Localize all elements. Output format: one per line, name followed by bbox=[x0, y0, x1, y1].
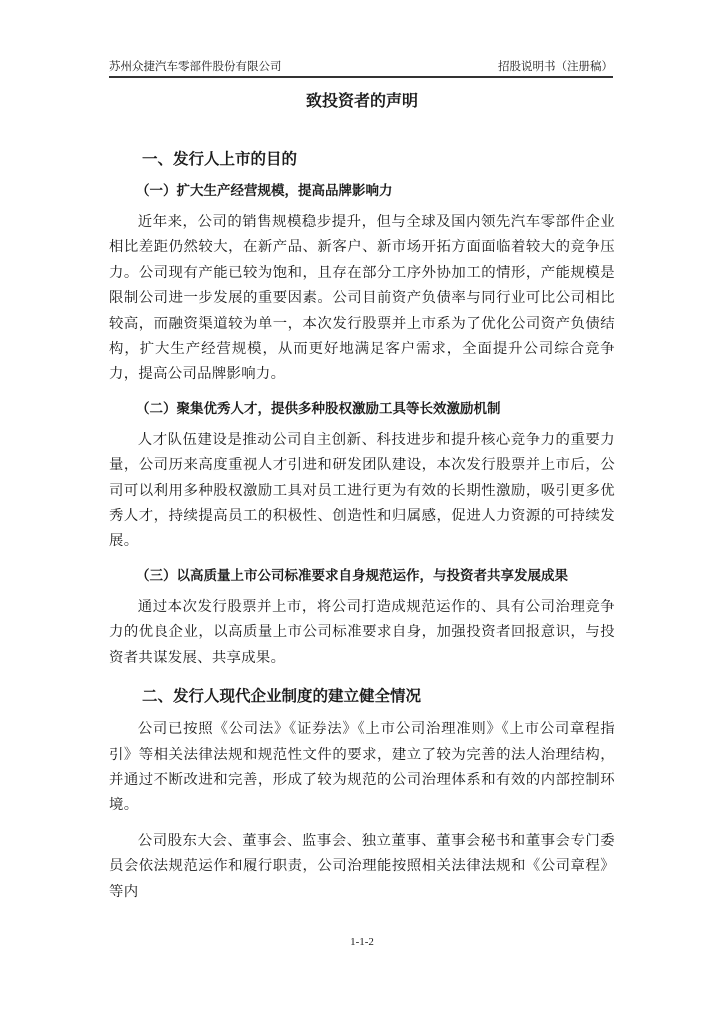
document-type: 招股说明书（注册稿） bbox=[498, 59, 613, 73]
subsection-heading-2: （二）聚集优秀人才，提供多种股权激励工具等长效激励机制 bbox=[136, 400, 501, 417]
section-heading-governance: 二、发行人现代企业制度的建立健全情况 bbox=[142, 687, 422, 706]
paragraph-sub3: 通过本次发行股票并上市，将公司打造成规范运作的、具有公司治理竞争力的优良企业，以高质量上市公司标准要求自身，加强投资者回报意识，与投资者共谋发展、共享成果。 bbox=[109, 598, 615, 666]
page-header bbox=[109, 58, 613, 78]
page-title: 致投资者的声明 bbox=[305, 91, 418, 110]
paragraph-governance-1: 公司已按照《公司法》《证券法》《上市公司治理准则》《上市公司章程指引》等相关法律法规和规范性文件的要求，建立了较为完善的法人治理结构，并通过不断改进和完善，形成了较为规范的公司治理体系和有效的内部控制环境。 bbox=[109, 721, 615, 814]
paragraph-sub2: 人才队伍建设是推动公司自主创新、科技进步和提升核心竞争力的重要力量，公司历来高度重视人才引进和研发团队建设，本次发行股票并上市后，公司可以利用多种股权激励工具对员工进行更为有效的长期性激励，吸引更多优秀人才，持续提高员工的积极性、创造性和归属感，促进人力资源的可持续发展。 bbox=[109, 431, 615, 550]
subsection-heading-1: （一）扩大生产经营规模，提高品牌影响力 bbox=[136, 183, 393, 199]
document-body bbox=[109, 90, 615, 905]
subsection-heading-3: （三）以高质量上市公司标准要求自身规范运作，与投资者共享发展成果 bbox=[136, 567, 568, 584]
company-name: 苏州众捷汽车零部件股份有限公司 bbox=[109, 59, 282, 73]
page-number: 1-1-2 bbox=[350, 936, 374, 948]
paragraph-sub1: 近年来，公司的销售规模稳步提升，但与全球及国内领先汽车零部件企业相比差距仍然较大，在新产品、新客户、新市场开拓方面面临着较大的竞争压力。公司现有产能已较为饱和，且存在部分工序外协加工的情形，产能规模是限制公司进一步发展的重要因素。公司目前资产负债率与同行业可比公司相比较高，而融资渠道较为单一，本次发行股票并上市系为了优化公司资产负债结构，扩大生产经营规模，从而更好地满足客户需求，全面提升公司综合竞争力，提高公司品牌影响力。 bbox=[109, 214, 615, 383]
section-heading-purpose: 一、发行人上市的目的 bbox=[142, 150, 298, 168]
paragraph-governance-2: 公司股东大会、董事会、监事会、独立董事、董事会秘书和董事会专门委员会依法规范运作和履行职责，公司治理能按照相关法律法规和《公司章程》等内 bbox=[109, 832, 615, 900]
